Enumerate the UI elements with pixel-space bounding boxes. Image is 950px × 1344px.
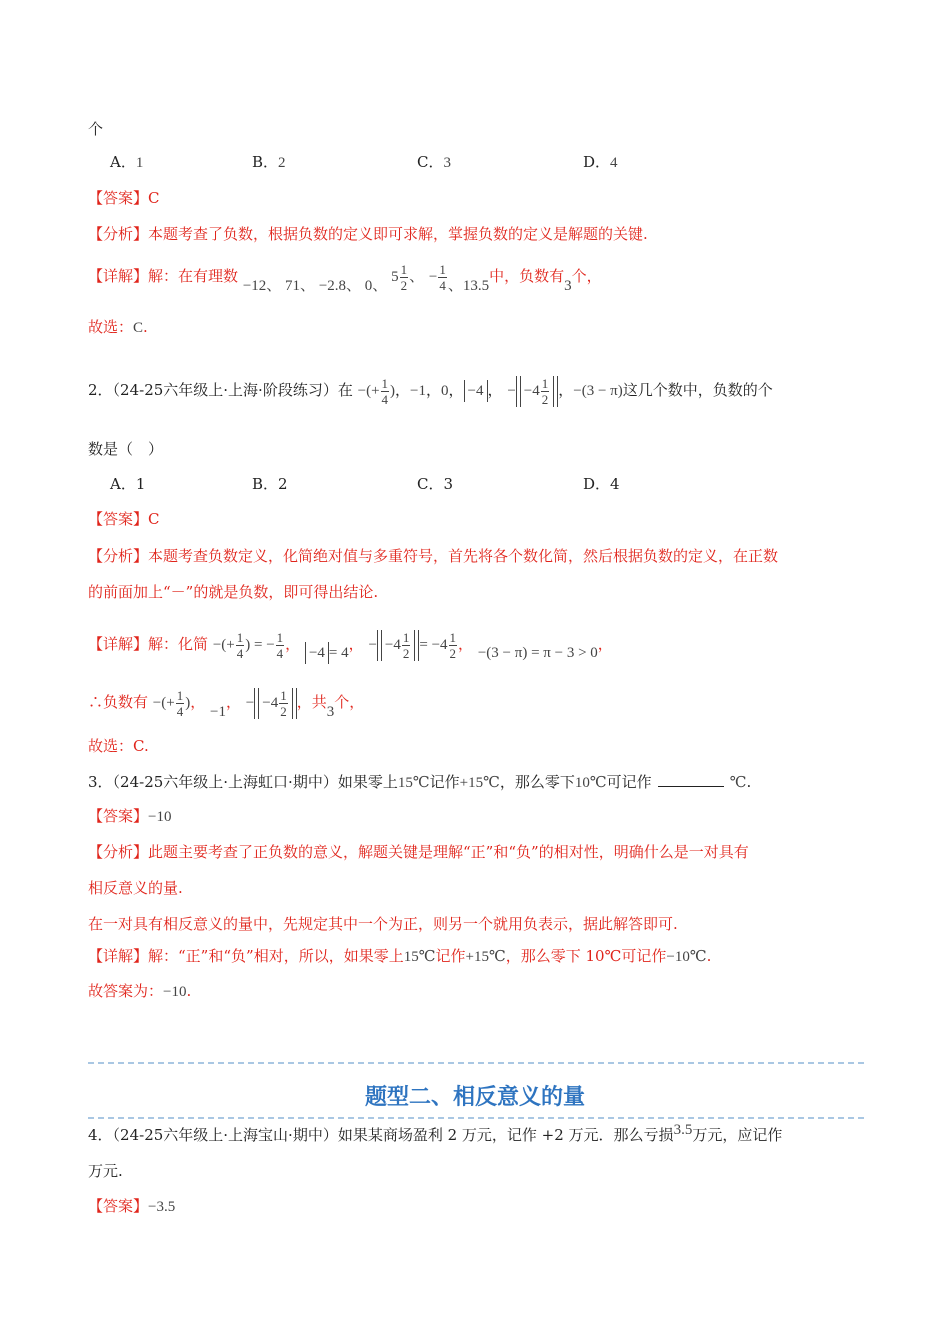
option-value: 3 bbox=[443, 155, 451, 171]
detail-label: 【详解】 bbox=[88, 266, 149, 285]
q3-answer bbox=[88, 805, 171, 828]
num: −12 bbox=[242, 277, 267, 294]
detail-text: . bbox=[706, 947, 712, 965]
numerator: 1 bbox=[439, 262, 446, 277]
value: 3.5 bbox=[673, 1122, 693, 1138]
sep: ， bbox=[190, 692, 206, 711]
answer-label: 【答案】 bbox=[88, 510, 149, 528]
num: −2.8 bbox=[318, 277, 347, 294]
option-value: 1 bbox=[135, 155, 144, 171]
q1-continuation: 个 bbox=[88, 120, 104, 138]
detail-label: 【详解】 bbox=[88, 634, 149, 653]
number-list bbox=[243, 278, 391, 294]
q2-option-c[interactable]: C．3 bbox=[417, 475, 454, 493]
count: 3 bbox=[326, 703, 335, 720]
abs-value bbox=[516, 376, 558, 407]
fraction bbox=[279, 688, 288, 719]
fraction bbox=[541, 376, 550, 407]
expr-part: ) bbox=[390, 382, 396, 399]
abs-inner bbox=[381, 630, 415, 661]
sep: ， bbox=[448, 380, 464, 399]
answer-blank[interactable] bbox=[658, 772, 724, 787]
num: 13.5 bbox=[462, 277, 490, 294]
section-divider-top bbox=[88, 1062, 864, 1064]
numerator: 1 bbox=[541, 376, 549, 391]
numerator: 1 bbox=[381, 376, 389, 391]
q1-answer bbox=[88, 187, 160, 209]
question-text: 万元，应记作 bbox=[692, 1126, 783, 1144]
analysis-label: 【分析】 bbox=[88, 225, 149, 243]
section-divider-bottom bbox=[88, 1117, 864, 1119]
detail-text: 个， bbox=[571, 266, 602, 285]
value: 10℃ bbox=[574, 775, 607, 791]
numerator: 1 bbox=[176, 688, 184, 703]
q2-detail bbox=[88, 630, 613, 661]
q4-answer bbox=[88, 1195, 175, 1218]
expr-part: − bbox=[368, 636, 377, 653]
q1-detail bbox=[88, 262, 602, 293]
analysis-text: 本题考查负数定义，化简绝对值与多重符号，首先将各个数化简，然后根据负数的定义，在正数 bbox=[148, 547, 779, 565]
conclusion-value: −10 bbox=[163, 984, 187, 1000]
neg-fraction bbox=[428, 262, 448, 293]
fraction bbox=[236, 630, 245, 661]
value: −1 bbox=[410, 382, 427, 399]
expr-part: −(+ bbox=[357, 382, 380, 399]
detail-text: 解：化简 bbox=[148, 634, 209, 653]
q3-analysis bbox=[88, 841, 749, 863]
whole: 5 bbox=[391, 268, 399, 285]
denominator: 2 bbox=[449, 646, 457, 661]
option-letter: D． bbox=[583, 153, 611, 171]
denominator: 4 bbox=[236, 646, 244, 661]
denominator: 2 bbox=[280, 704, 287, 719]
numerator: 1 bbox=[400, 262, 408, 277]
detail-text: 记作 bbox=[435, 947, 466, 965]
q2-option-d[interactable]: D．4 bbox=[583, 475, 620, 493]
unit: ℃ bbox=[729, 775, 747, 791]
question-number: 2． bbox=[88, 380, 113, 399]
question-number: 3． bbox=[88, 773, 113, 791]
question-number: 4． bbox=[88, 1126, 113, 1144]
num: 0 bbox=[364, 277, 373, 294]
detail-text: 解：“正”和“负”相对，所以，如果零上 bbox=[148, 947, 404, 965]
analysis-text: 此题主要考查了正负数的意义，解题关键是理解“正”和“负”的相对性，明确什么是一对具有 bbox=[148, 843, 749, 861]
sep: ， bbox=[558, 380, 574, 399]
analysis-label: 【分析】 bbox=[88, 547, 149, 565]
simplify-1 bbox=[212, 630, 285, 661]
question-text: （24-25六年级上·上海宝山·期中）如果某商场盈利 2 万元，记作 +2 万元．那么亏损 bbox=[112, 1126, 674, 1144]
neg-item-3 bbox=[245, 688, 297, 719]
answer-label: 【答案】 bbox=[88, 189, 149, 207]
q2-conclusion: 故选：C. bbox=[88, 737, 149, 755]
question-text: （24-25六年级上·上海·阶段练习）在 bbox=[112, 380, 353, 399]
denominator: 2 bbox=[400, 278, 408, 293]
num: 71 bbox=[285, 277, 301, 294]
answer-value: C bbox=[148, 189, 160, 207]
abs-inner bbox=[520, 376, 554, 407]
count: 3 bbox=[564, 277, 572, 294]
conclusion-text: 故选： bbox=[88, 318, 134, 336]
q3-analysis-cont: 相反意义的量. bbox=[88, 879, 183, 897]
expr-part: ) bbox=[185, 694, 191, 711]
fraction bbox=[381, 376, 390, 407]
question-text: 可记作 bbox=[606, 773, 652, 791]
fraction bbox=[449, 630, 458, 661]
detail-text: 中，负数有 bbox=[489, 266, 565, 285]
sep: 、 bbox=[447, 277, 463, 294]
abs-value bbox=[377, 630, 419, 661]
answer-label: 【答案】 bbox=[88, 1197, 149, 1215]
abs-inner bbox=[258, 688, 292, 719]
denominator: 2 bbox=[402, 646, 410, 661]
fraction bbox=[176, 688, 185, 719]
therefore-text: 个， bbox=[334, 692, 365, 711]
numerator: 1 bbox=[276, 630, 284, 645]
conclusion-end: . bbox=[143, 318, 148, 336]
detail-text: 解：在有理数 bbox=[148, 266, 239, 285]
q1-option-b[interactable] bbox=[252, 151, 286, 174]
sep: ， bbox=[225, 692, 241, 711]
q4-question bbox=[88, 1124, 782, 1147]
expr-part: ) = − bbox=[245, 636, 275, 653]
neg-item-2: −1 bbox=[210, 703, 226, 720]
value: +15℃ bbox=[459, 775, 500, 791]
question-text: 这几个数中，负数的个 bbox=[622, 380, 773, 399]
question-text: 记作 bbox=[429, 773, 460, 791]
denominator: 4 bbox=[381, 392, 389, 407]
abs-value: −4 bbox=[464, 380, 488, 402]
fraction bbox=[400, 262, 409, 293]
expr-part: −(+ bbox=[152, 694, 175, 711]
neg-item-1 bbox=[152, 688, 191, 719]
value: −10℃ bbox=[666, 949, 707, 965]
minus: − bbox=[428, 268, 438, 285]
conclusion-text: 故答案为： bbox=[88, 982, 164, 1000]
mixed-number bbox=[391, 262, 409, 293]
q2-question bbox=[88, 376, 773, 407]
abs-value bbox=[254, 688, 296, 719]
q1-analysis bbox=[88, 223, 648, 245]
detail-label: 【详解】 bbox=[88, 947, 149, 965]
numerator: 1 bbox=[236, 630, 244, 645]
question-text: （24-25六年级上·上海虹口·期中）如果零上 bbox=[112, 773, 398, 791]
answer-label: 【答案】 bbox=[88, 807, 149, 825]
simplify-2 bbox=[305, 645, 349, 661]
expr-part: − bbox=[507, 382, 516, 399]
q3-question bbox=[88, 771, 751, 794]
expr-part: −4 bbox=[523, 382, 540, 399]
q1-option-d[interactable] bbox=[583, 151, 618, 174]
q2-option-a[interactable]: A．1 bbox=[110, 475, 146, 493]
simplify-4: −(3 − π) = π − 3 > 0 bbox=[477, 644, 598, 661]
option-value: 4 bbox=[610, 155, 618, 171]
q1-conclusion bbox=[88, 316, 148, 339]
q1-option-a[interactable] bbox=[110, 151, 143, 174]
value: 15℃ bbox=[403, 949, 436, 965]
detail-text: ，那么零下 10℃可记作 bbox=[505, 947, 667, 965]
conclusion-value: C bbox=[133, 320, 144, 336]
sep: 、 bbox=[372, 277, 388, 294]
numerator: 1 bbox=[402, 630, 410, 645]
conclusion-end: . bbox=[186, 982, 192, 1000]
q2-option-b[interactable]: B．2 bbox=[252, 475, 288, 493]
q2-answer bbox=[88, 508, 160, 530]
expr-part: −4 bbox=[262, 694, 279, 711]
expr-part: − bbox=[245, 694, 255, 711]
expr-part: −(+ bbox=[212, 636, 235, 653]
denominator: 4 bbox=[176, 704, 184, 719]
denominator: 4 bbox=[276, 646, 284, 661]
answer-value: C bbox=[148, 510, 160, 528]
section-title: 题型二、相反意义的量 bbox=[364, 1085, 585, 1110]
denominator: 4 bbox=[439, 278, 446, 293]
numerator: 1 bbox=[449, 630, 457, 645]
denominator: 2 bbox=[541, 392, 549, 407]
fraction bbox=[276, 630, 285, 661]
sep: ， bbox=[395, 380, 411, 399]
expr-6: −(3 − π) bbox=[573, 382, 623, 399]
option-letter: A． bbox=[110, 153, 136, 171]
expr-part: = 4 bbox=[328, 644, 349, 661]
sep: ， bbox=[348, 634, 364, 653]
expr-5 bbox=[507, 376, 558, 407]
option-letter: B． bbox=[252, 153, 279, 171]
q2-therefore bbox=[88, 688, 364, 719]
fraction bbox=[438, 262, 447, 293]
q3-detail bbox=[88, 945, 711, 968]
sep: 、 bbox=[300, 277, 316, 294]
fraction bbox=[402, 630, 411, 661]
expr-1 bbox=[357, 376, 396, 407]
sep: 、 bbox=[346, 277, 362, 294]
numerator: 1 bbox=[280, 688, 287, 703]
expr-part: −4 bbox=[384, 636, 401, 653]
expr-part: = −4 bbox=[419, 636, 448, 653]
analysis-label: 【分析】 bbox=[88, 843, 149, 861]
q3-conclusion bbox=[88, 980, 191, 1003]
q3-analysis-cont-2: 在一对具有相反意义的量中，先规定其中一个为正，则另一个就用负表示，据此解答即可. bbox=[88, 915, 678, 933]
q2-analysis bbox=[88, 545, 778, 567]
option-value: 2 bbox=[278, 155, 286, 171]
option-letter: C． bbox=[417, 153, 444, 171]
value: 15℃ bbox=[397, 775, 430, 791]
question-text: . bbox=[746, 773, 752, 791]
q2-analysis-cont: 的前面加上“－”的就是负数，即可得出结论. bbox=[88, 583, 379, 601]
therefore-text: ∴负数有 bbox=[88, 692, 149, 711]
sep: ， bbox=[597, 634, 613, 653]
answer-value: −10 bbox=[148, 809, 172, 825]
q2-question-cont: 数是（ ） bbox=[88, 440, 164, 458]
therefore-text: ，共 bbox=[296, 692, 327, 711]
analysis-text: 本题考查了负数，根据负数的定义即可求解，掌握负数的定义是解题的关键. bbox=[148, 225, 648, 243]
value: +15℃ bbox=[465, 949, 506, 965]
q4-question-cont: 万元. bbox=[88, 1162, 123, 1180]
sep: 、 bbox=[266, 277, 282, 294]
answer-value: −3.5 bbox=[148, 1199, 176, 1215]
sep: ， bbox=[285, 634, 301, 653]
question-text: ，那么零下 bbox=[499, 773, 575, 791]
sep: ， bbox=[458, 634, 474, 653]
value: 0 bbox=[441, 382, 449, 399]
simplify-3 bbox=[368, 630, 458, 661]
sep: 、 bbox=[409, 268, 425, 285]
abs-value: −4 bbox=[305, 642, 329, 664]
sep: ， bbox=[426, 380, 442, 399]
sep: ， bbox=[487, 380, 503, 399]
q1-option-c[interactable] bbox=[417, 151, 451, 174]
